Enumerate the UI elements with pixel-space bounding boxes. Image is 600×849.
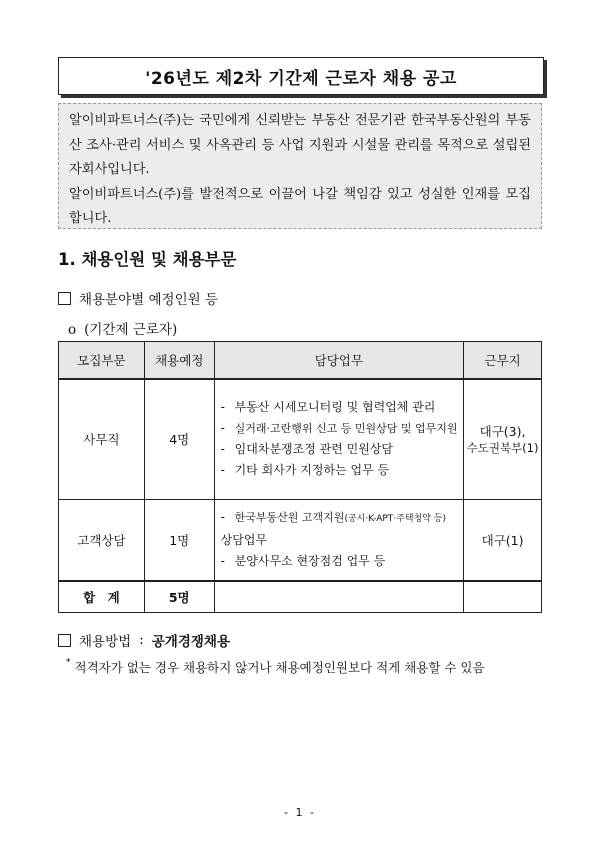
note-line xyxy=(66,658,485,676)
bullet-quota-text: 채용분야별 예정인원 등 xyxy=(79,292,218,308)
row-duties xyxy=(214,379,463,499)
duty-item-continued: 상담업무 xyxy=(220,533,268,548)
total-label: 합 계 xyxy=(59,581,145,613)
header-dept: 모집부문 xyxy=(59,342,145,380)
checkbox-square-icon xyxy=(58,634,71,647)
row-count: 1명 xyxy=(144,499,214,581)
total-count: 5명 xyxy=(144,581,214,613)
duty-item: - 기타 회사가 지정하는 업무 등 xyxy=(220,463,390,478)
document-title: '26년도 제2차 기간제 근로자 채용 공고 xyxy=(58,57,544,95)
duty-item: - 한국부동산원 고객지원(공시·K-APT·주택청약 등) xyxy=(220,510,446,525)
checkbox-square-icon xyxy=(58,292,71,305)
duty-item: - 부동산 시세모니터링 및 협력업체 관리 xyxy=(220,400,436,415)
table-row xyxy=(59,379,542,499)
table-row xyxy=(59,499,542,581)
header-location: 근무지 xyxy=(464,342,542,380)
bullet-method xyxy=(58,630,230,650)
intro-paragraph-2: 알이비파트너스(주)를 발전적으로 이끌어 나갈 책임감 있고 성실한 인재를 모집합니다. xyxy=(69,186,531,226)
duty-item: - 임대차분쟁조정 관련 민원상담 xyxy=(220,442,393,457)
section-heading: 1. 채용인원 및 채용부문 xyxy=(58,250,237,269)
header-duties: 담당업무 xyxy=(214,342,463,380)
row-location: 대구(1) xyxy=(464,499,542,581)
row-dept: 사무직 xyxy=(59,379,145,499)
method-value: 공개경쟁채용 xyxy=(151,634,230,650)
note-text: 적격자가 없는 경우 채용하지 않거나 채용예정인원보다 적게 채용할 수 있음 xyxy=(74,660,485,675)
circle-bullet-icon: o xyxy=(68,322,77,338)
method-colon: : xyxy=(139,632,144,648)
row-count: 4명 xyxy=(144,379,214,499)
duty-item: - 분양사무소 현장점검 업무 등 xyxy=(220,554,386,569)
bullet-quota xyxy=(58,288,218,308)
row-location: 대구(3), 수도권북부(1) xyxy=(464,379,542,499)
duty-item: - 실거래·고란행위 신고 등 민원상담 및 업무지원 xyxy=(220,421,458,436)
recruitment-table xyxy=(58,341,542,613)
asterisk-icon: * xyxy=(66,658,71,668)
row-duties xyxy=(214,499,463,581)
intro-box xyxy=(58,103,542,229)
table-total-row xyxy=(59,581,542,613)
table-header-row xyxy=(59,342,542,380)
header-count: 채용예정 xyxy=(144,342,214,380)
method-label: 채용방법 xyxy=(79,634,132,650)
page-number: - 1 - xyxy=(284,806,316,819)
sub-item-contract-workers xyxy=(68,318,177,338)
sub-item-text: (기간제 근로자) xyxy=(84,322,178,338)
intro-paragraph-1: 알이비파트너스(주)는 국민에게 신뢰받는 부동산 전문기관 한국부동산원의 부동산 조사·관리 서비스 및 사옥관리 등 사업 지원과 시설물 관리를 목적으로 설립된 자회사입니다. xyxy=(69,113,531,177)
row-dept: 고객상담 xyxy=(59,499,145,581)
